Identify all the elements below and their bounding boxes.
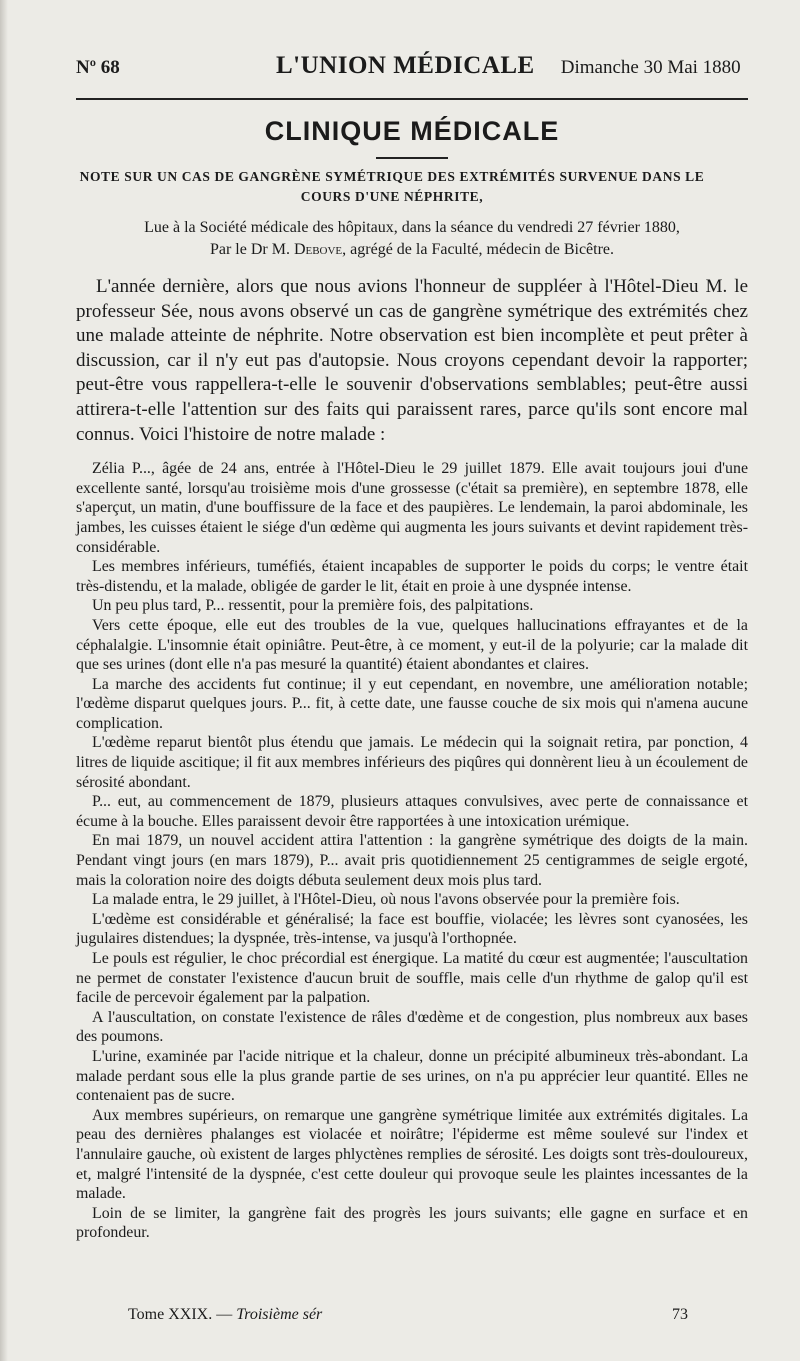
intro-paragraph: L'année dernière, alors que nous avions l'honneur de suppléer à l'Hôtel-Dieu M. le professeur Sée, nous avons observé un cas de gangrène symétrique des extrémités chez une malade atteinte de néphrite. Notre observation est bien incomplète et peut prêter à discussion, car il n'y eut pas d'autopsie. Nous croyons cependant devoir la rapporter; peut-être vous rappellera-t-elle le souvenir d'observations semblables; peut-être aussi attirera-t-elle l'attention sur des faits qui paraissent rares, parce qu'ils sont encore mal connus. Voici l'histoire de notre malade : [76,276,748,445]
author-suffix: , agrégé de la Faculté, médecin de Bicêtre. [342,241,615,258]
paragraph: Le pouls est régulier, le choc précordial est énergique. La matité du cœur est augmentée; l'auscultation ne permet de constater l'existence d'aucun bruit de souffle, mais celle d'un rhythme de galop qu'il est facile de percevoir également par la palpation. [76,950,748,1007]
paragraph: La malade entra, le 29 juillet, à l'Hôtel-Dieu, où nous l'avons observée pour la première fois. [92,891,680,909]
paragraph: Zélia P..., âgée de 24 ans, entrée à l'Hôtel-Dieu le 29 juillet 1879. Elle avait toujours joui d'une excellente santé, lorsqu'au troisième mois d'une grossesse (c'était sa première), en septembre 1878, elle s'aperçut, un matin, d'une bouffissure de la face et des paupières. Le lendemain, la paroi abdominale, les jambes, les cuisses étaient le siége d'un œdème qui augmenta les jours suivants et devint rapidement très-considérable. [76,460,748,556]
article-title [36,167,748,207]
paragraph: Un peu plus tard, P... ressentit, pour la première fois, des palpitations. [92,597,534,615]
case-report [76,459,748,1243]
paragraph: P... eut, au commencement de 1879, plusieurs attaques convulsives, avec perte de connaissance et écume à la bouche. Elles paraissent devoir être rapportées à une intoxication urémique. [76,793,748,830]
author-line [76,239,748,261]
paragraph: Les membres inférieurs, tuméfiés, étaient incapables de supporter le poids du corps; le ventre était très-distendu, et la malade, obligée de garder le lit, était en proie à une dyspnée intense. [76,558,748,595]
author-name: Debove [293,241,343,258]
paragraph: A l'auscultation, on constate l'existence de râles d'œdème et de congestion, plus nombreux aux bases des poumons. [76,1008,748,1046]
intro-section [76,275,748,447]
paragraph: Vers cette époque, elle eut des troubles de la vue, quelques hallucinations effrayantes et de la céphalalgie. L'insomnie était opiniâtre. Peut-être, à ce moment, y eut-il de la polyurie; car la malade dit que ses urines (dont elle n'a pas mesuré la quantité) étaient abondantes et claires. [76,616,748,674]
journal-title: L'UNION MÉDICALE [276,52,535,79]
issue-date: Dimanche 30 Mai 1880 [560,57,741,78]
section-title: CLINIQUE MÉDICALE [264,116,560,146]
article-byline [76,217,748,261]
paragraph: En mai 1879, un nouvel accident attira l'attention : la gangrène symétrique des doigts de la main. Pendant vingt jours (en mars 1879), P... avait pris quotidiennement 25 centigrammes de seigle ergoté, mais la coloration noire des doigts débuta seulement deux mois plus tard. [76,832,748,889]
volume-info [128,1306,322,1324]
volume: Tome XXIX. — [128,1306,237,1323]
author-prefix: Par le Dr M. [209,241,294,258]
page-header [76,0,748,92]
read-at-note: Lue à la Société médicale des hôpitaux, dans la séance du vendredi 27 février 1880, [144,219,680,236]
series: Troisième sér [236,1306,323,1323]
article-title-line-2: COURS D'UNE NÉPHRITE, [300,189,484,204]
paragraph: L'urine, examinée par l'acide nitrique et la chaleur, donne un précipité albumineux très-abondant. La malade perdant sous elle la plus grande partie de ses urines, on n'a pu apprécier leur quantité. Elles ne contenaient pas de sucre. [76,1047,748,1105]
page-number: 73 [672,1306,688,1323]
section-divider [376,157,448,159]
paragraph: Loin de se limiter, la gangrène fait des progrès les jours suivants; elle gagne en surface et en profondeur. [76,1204,748,1242]
paragraph: La marche des accidents fut continue; il y eut cependant, en novembre, une amélioration notable; l'œdème disparut quelques jours. P... fit, à cette date, une fausse couche de six mois qui n'amena aucune complication. [76,675,748,732]
page-footer [76,1306,748,1324]
paragraph: L'œdème est considérable et généralisé; la face est bouffie, violacée; les lèvres sont cyanosées, les jugulaires distendues; la dyspnée, très-intense, va jusqu'à l'orthopnée. [76,910,748,948]
header-rule [76,98,748,100]
paragraph: L'œdème reparut bientôt plus étendu que jamais. Le médecin qui la soignait retira, par ponction, 4 litres de liquide ascitique; il fit aux membres inférieurs des piqûres qui donnèrent lieu à un écoulement de sérosité abondant. [76,734,748,791]
issue-number: Nº 68 [76,57,120,78]
paragraph: Aux membres supérieurs, on remarque une gangrène symétrique limitée aux extrémités digitales. La peau des dernières phalanges est violacée et noirâtre; l'épiderme est même soulevé sur l'index et l'annulaire gauche, où existent de larges phlyctènes remplies de sérosité. Les doigts sont très-douloureux, et, malgré l'intensité de la dyspnée, c'est cette douleur qui provoque seule les plaintes incessantes de la malade. [76,1106,748,1203]
article-title-line-1: NOTE SUR UN CAS DE GANGRÈNE SYMÉTRIQUE DES EXTRÉMITÉS SURVENUE DANS LE [79,169,705,184]
